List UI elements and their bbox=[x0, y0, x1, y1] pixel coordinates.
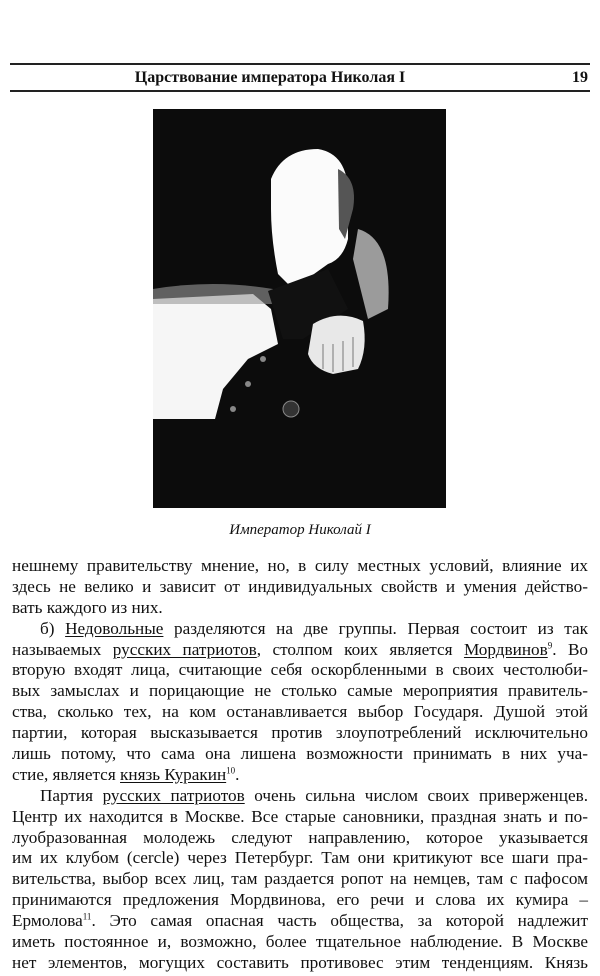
text-line bbox=[12, 765, 588, 786]
running-head: Царствование императора Николая I bbox=[134, 69, 406, 86]
text-run: разделяются на две группы. Первая состоит из так bbox=[163, 618, 588, 638]
text-run: стие, является bbox=[12, 764, 121, 784]
text-run: партии, которая высказывается против злоупотреблений исключительно bbox=[12, 723, 588, 743]
footnote-marker: 9 bbox=[547, 639, 553, 650]
text-run: луобразованная молодежь следуют направлению, которое указывается bbox=[12, 827, 588, 847]
text-run: Партия bbox=[40, 785, 103, 805]
footnote-marker: 11 bbox=[82, 911, 92, 922]
text-line bbox=[12, 640, 588, 661]
text-line bbox=[12, 598, 588, 619]
text-run: называемых bbox=[12, 639, 113, 659]
page-number: 19 bbox=[572, 69, 588, 86]
text-line bbox=[12, 932, 588, 953]
text-line bbox=[12, 681, 588, 702]
text-line bbox=[12, 723, 588, 744]
text-run: нешнему правительству мнение, но, в силу местных условий, влияние их bbox=[12, 556, 588, 575]
text-run: здесь не велико и зависит от индивидуальных свойств и умения действо- bbox=[12, 576, 588, 596]
text-run: вторую входят лица, считающие себя оскорбленными в своих честолюби- bbox=[12, 660, 588, 680]
header-rule-bottom bbox=[10, 90, 590, 92]
text-run: вых замыслах и порицающие не столько самые мероприятия правитель- bbox=[12, 681, 588, 701]
text-run: . bbox=[235, 764, 240, 784]
text-run: нет элементов, могущих составить противовес этим тенденциям. Князь bbox=[12, 952, 588, 972]
text-line bbox=[12, 619, 588, 640]
text-line bbox=[12, 577, 588, 598]
text-run: иметь постоянное и, возможно, более тщательное наблюдение. В Москве bbox=[12, 932, 588, 952]
footnote-marker: 10 bbox=[226, 765, 236, 776]
text-line bbox=[12, 953, 588, 974]
text-run: . Во bbox=[552, 639, 588, 659]
text-line bbox=[12, 848, 588, 869]
text-run: вительства, выбор всех лиц, там раздается ропот на немцев, там с пафосом bbox=[12, 869, 588, 889]
text-run: им их клубом (cercle) через Петербург. Там они критикуют все шаги пра- bbox=[12, 848, 588, 868]
text-line bbox=[12, 807, 588, 828]
text-run: лишь потому, что сама она лишена возможности принимать в них уча- bbox=[12, 744, 588, 764]
underlined-text: Мордвинов bbox=[463, 639, 548, 659]
portrait-image bbox=[153, 109, 446, 508]
text-run: , столпом коих является bbox=[256, 639, 464, 659]
text-run: . Это самая опасная часть общества, за которой надлежит bbox=[91, 911, 588, 931]
text-line bbox=[12, 660, 588, 681]
underlined-text: русских патриотов bbox=[112, 639, 257, 659]
text-run: очень сильна числом своих приверженцев. bbox=[244, 785, 588, 805]
text-line bbox=[12, 869, 588, 890]
underlined-text: русских патриотов bbox=[102, 785, 245, 805]
text-line bbox=[12, 786, 588, 807]
text-run: Центр их находится в Москве. Все старые сановники, праздная знать и по- bbox=[12, 806, 588, 826]
text-run: вать каждого из них. bbox=[12, 597, 163, 617]
text-run: ства, сколько тех, на ком останавливается выбор Государя. Душой этой bbox=[12, 702, 588, 722]
text-line bbox=[12, 828, 588, 849]
text-line bbox=[12, 911, 588, 932]
underlined-text: Недовольные bbox=[65, 618, 164, 638]
text-line bbox=[12, 890, 588, 911]
text-run: б) bbox=[40, 618, 66, 638]
text-run: принимаются предложения Мордвинова, его речи и слова их кумира – bbox=[12, 890, 588, 910]
body-text bbox=[12, 556, 588, 974]
figure-caption: Император Николай I bbox=[229, 522, 371, 538]
text-run: Ермолова bbox=[12, 911, 83, 931]
text-line bbox=[12, 702, 588, 723]
text-line bbox=[12, 556, 588, 577]
text-line bbox=[12, 744, 588, 765]
underlined-text: князь Куракин bbox=[120, 764, 227, 784]
header-rule-top bbox=[10, 63, 590, 65]
